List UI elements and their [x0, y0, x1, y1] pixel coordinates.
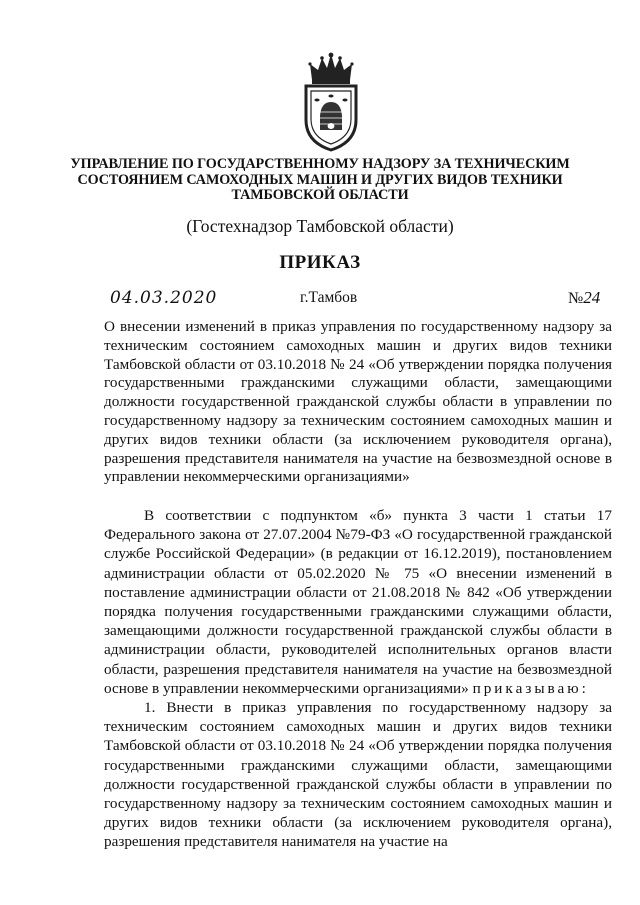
number-prefix: № — [568, 290, 584, 307]
document-subject: О внесении изменений в приказ управления по государственному надзору за техническим состоянием самоходных машин и других видов техники Тамбовской области от 03.10.2018 № 24 «Об утверждении порядка получения государственными гражданскими служащими области, замещающими должности государственной гражданской службы области в управлении по государственному надзору за техническим состоянием самоходных машин и других видов техники области (за исключением руководителя органа), разрешения представителя нанимателя на участие на безвозмездной основе в управлении некоммерческими организациями» — [104, 318, 612, 486]
organization-name: УПРАВЛЕНИЕ ПО ГОСУДАРСТВЕННОМУ НАДЗОРУ ЗА ТЕХНИЧЕСКИМ СОСТОЯНИЕМ САМОХОДНЫХ МАШИН И ДРУГИХ ВИДОВ ТЕХНИКИ ТАМБОВСКОЙ ОБЛАСТИ — [70, 156, 570, 203]
item-1-paragraph: 1. Внести в приказ управления по государственному надзору за техническим состоянием самоходных машин и других видов техники Тамбовской области от 03.10.2018 № 24 «Об утверждении порядка получения государственными гражданскими служащими области, замещающими должности государственной гражданской службы области в управлении по государственному надзору за техническим состоянием самоходных машин и других видов техники области (за исключением руководителя органа), разрешения представителя нанимателя на участие на — [104, 699, 612, 851]
tambov-coat-of-arms-icon — [298, 50, 364, 152]
document-body — [104, 506, 612, 852]
document-date: 04.03.2020 — [110, 288, 218, 308]
document-type: ПРИКАЗ — [279, 252, 361, 273]
document-number — [568, 288, 600, 308]
preamble-paragraph — [104, 506, 612, 698]
document-city: г.Тамбов — [300, 289, 358, 306]
number-value: 24 — [583, 288, 601, 307]
order-word: приказываю: — [472, 679, 589, 697]
preamble-text: В соответствии с подпунктом «б» пункта 3 части 1 статьи 17 Федерального закона от 27.07.2004 №79-ФЗ «О государственной гражданской службе Российской Федерации» (в редакции от 16.12.2019), постановлением администрации области от 05.02.2020 № 75 «О внесении изменений в поставление администрации области от 21.08.2018 № 842 «Об утверждении порядка получения государственными гражданскими служащими области, замещающими должности государственной гражданской службы области в администрации области, руководителей исполнительных органов власти области, разрешения представителя нанимателя на участие на безвозмездной основе в управлении некоммерческими организациями» — [104, 507, 612, 697]
organization-short-name: (Гостехнадзор Тамбовской области) — [186, 216, 454, 236]
